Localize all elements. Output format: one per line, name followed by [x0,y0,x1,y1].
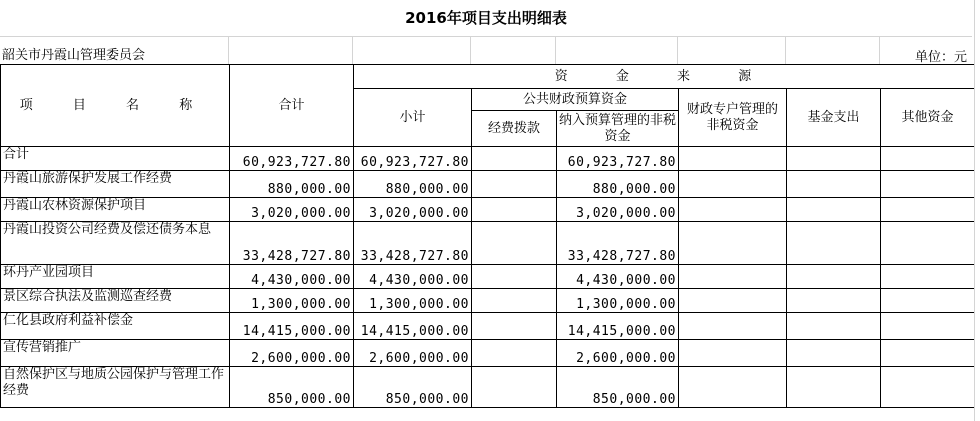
row-fund-expenditure [787,340,881,367]
row-operating-appropriation [472,289,557,313]
row-fund-expenditure [787,265,881,289]
row-operating-appropriation [472,198,557,222]
row-other-funds [881,289,975,313]
row-fund-expenditure [787,367,881,408]
row-name: 合计 [1,147,230,171]
table-row [1,147,975,171]
row-budget-nontax: 4,430,000.00 [557,265,679,289]
header-other-funds: 其他资金 [881,89,975,147]
header-subtotal: 小计 [354,89,472,147]
row-fund-expenditure [787,313,881,340]
header-funding-source: 资 金 来 源 [354,65,975,89]
row-total: 3,020,000.00 [230,198,354,222]
organization-label: 韶关市丹霞山管理委员会 [2,48,146,63]
table-row [1,265,975,289]
row-special-nontax [679,222,787,265]
row-other-funds [881,265,975,289]
row-subtotal: 14,415,000.00 [354,313,472,340]
sheet-edge [974,0,975,421]
row-other-funds [881,222,975,265]
row-other-funds [881,171,975,198]
row-operating-appropriation [472,313,557,340]
row-subtotal: 2,600,000.00 [354,340,472,367]
row-subtotal: 60,923,727.80 [354,147,472,171]
expenditure-table [0,64,975,408]
row-subtotal: 880,000.00 [354,171,472,198]
header-public-budget: 公共财政预算资金 [472,89,679,111]
header-operating-appropriation: 经费拨款 [472,111,557,147]
row-budget-nontax: 60,923,727.80 [557,147,679,171]
header-project-name: 项 目 名 称 [1,65,230,147]
row-budget-nontax: 3,020,000.00 [557,198,679,222]
table-row [1,289,975,313]
row-other-funds [881,147,975,171]
row-budget-nontax: 14,415,000.00 [557,313,679,340]
grid-line [555,36,556,64]
table-title: 2016年项目支出明细表 [0,0,972,37]
grid-line [470,36,471,64]
row-subtotal: 1,300,000.00 [354,289,472,313]
table-row [1,340,975,367]
row-operating-appropriation [472,265,557,289]
row-special-nontax [679,265,787,289]
row-subtotal: 3,020,000.00 [354,198,472,222]
row-name: 宣传营销推广 [1,340,230,367]
row-operating-appropriation [472,367,557,408]
table-row [1,222,975,265]
grid-line [677,36,678,64]
row-special-nontax [679,313,787,340]
row-name: 自然保护区与地质公园保护与管理工作经费 [1,367,230,408]
row-other-funds [881,198,975,222]
row-fund-expenditure [787,198,881,222]
row-total: 850,000.00 [230,367,354,408]
header-special-nontax: 财政专户管理的非税资金 [679,89,787,147]
row-special-nontax [679,198,787,222]
row-special-nontax [679,289,787,313]
header-fund-expenditure: 基金支出 [787,89,881,147]
row-other-funds [881,340,975,367]
header-budget-nontax: 纳入预算管理的非税资金 [557,111,679,147]
row-total: 880,000.00 [230,171,354,198]
unit-label: 单位：元 [914,50,967,65]
row-other-funds [881,313,975,340]
row-name: 丹霞山投资公司经费及偿还债务本息 [1,222,230,265]
row-name: 景区综合执法及监测巡查经费 [1,289,230,313]
row-budget-nontax: 850,000.00 [557,367,679,408]
row-name: 丹霞山农林资源保护项目 [1,198,230,222]
row-special-nontax [679,367,787,408]
row-operating-appropriation [472,222,557,265]
row-subtotal: 33,428,727.80 [354,222,472,265]
grid-line [228,36,229,64]
row-subtotal: 850,000.00 [354,367,472,408]
row-special-nontax [679,340,787,367]
grid-line [879,36,880,64]
row-budget-nontax: 1,300,000.00 [557,289,679,313]
row-special-nontax [679,147,787,171]
row-total: 60,923,727.80 [230,147,354,171]
row-total: 1,300,000.00 [230,289,354,313]
row-subtotal: 4,430,000.00 [354,265,472,289]
row-total: 14,415,000.00 [230,313,354,340]
row-fund-expenditure [787,222,881,265]
table-row [1,171,975,198]
row-total: 4,430,000.00 [230,265,354,289]
row-name: 环丹产业园项目 [1,265,230,289]
row-other-funds [881,367,975,408]
table-row [1,198,975,222]
table-row [1,367,975,408]
subheader-line [0,36,975,64]
header-total: 合计 [230,65,354,147]
row-operating-appropriation [472,340,557,367]
row-operating-appropriation [472,171,557,198]
row-special-nontax [679,171,787,198]
row-budget-nontax: 2,600,000.00 [557,340,679,367]
row-budget-nontax: 33,428,727.80 [557,222,679,265]
row-name: 丹霞山旅游保护发展工作经费 [1,171,230,198]
row-budget-nontax: 880,000.00 [557,171,679,198]
grid-line [785,36,786,64]
row-operating-appropriation [472,147,557,171]
row-fund-expenditure [787,289,881,313]
row-total: 2,600,000.00 [230,340,354,367]
row-name: 仁化县政府利益补偿金 [1,313,230,340]
row-total: 33,428,727.80 [230,222,354,265]
row-fund-expenditure [787,171,881,198]
table-row [1,313,975,340]
grid-line [352,36,353,64]
row-fund-expenditure [787,147,881,171]
